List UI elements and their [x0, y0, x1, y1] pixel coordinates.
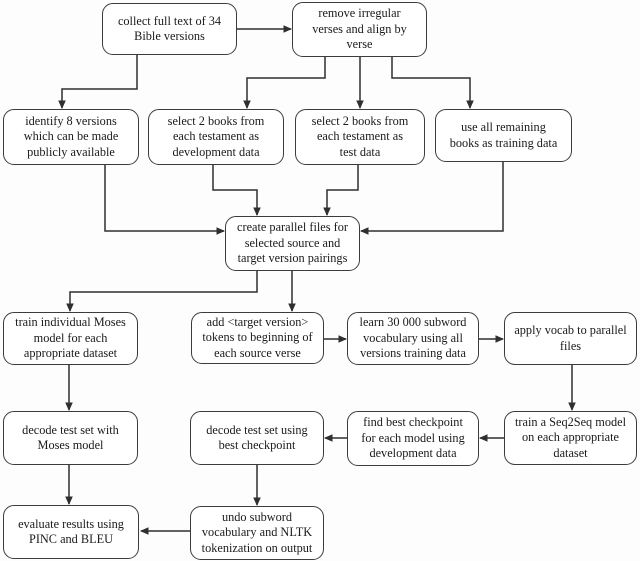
edge-decode-checkpoint-to-undo-subword: [253, 465, 261, 506]
arrowhead-down-icon: [65, 403, 73, 412]
edge-remove-to-use-remaining: [392, 57, 474, 109]
arrowhead-down-icon: [65, 497, 73, 506]
node-identify: [3, 109, 139, 165]
node-find-checkpoint-line: development data: [369, 446, 457, 461]
node-train-moses-line: train individual Moses: [15, 315, 126, 330]
edge-train-moses-to-decode-moses: [65, 365, 73, 411]
node-add-tokens-line: tokens to beginning of: [202, 330, 313, 345]
edge-identify-to-create-parallel: [105, 165, 225, 235]
edge-add-tokens-to-learn-subword: [324, 335, 347, 343]
node-learn-subword-line: vocabulary using all: [363, 330, 463, 345]
arrowhead-down-icon: [356, 101, 364, 110]
node-decode-checkpoint-line: decode test set using: [206, 422, 308, 437]
edge-create-parallel-to-add-tokens: [288, 271, 296, 312]
arrowhead-down-icon: [253, 498, 261, 507]
node-select-dev-line: development data: [172, 144, 260, 159]
arrowhead-left-icon: [140, 527, 149, 535]
node-train-moses-line: model for each: [33, 330, 108, 345]
node-create-parallel-line: selected source and: [244, 235, 341, 250]
node-add-tokens-line: add <target version>: [206, 314, 309, 329]
node-remove-line: verses and align by: [312, 21, 407, 36]
edge-collect-to-identify: [58, 55, 137, 109]
arrowhead-right-icon: [339, 335, 348, 343]
node-select-test-line: each testament as: [316, 129, 404, 144]
node-train-moses: [3, 312, 138, 365]
node-identify-line: which can be made: [23, 129, 119, 144]
edge-select-test-to-create-parallel: [323, 165, 358, 216]
node-train-moses-line: appropriate dataset: [23, 346, 118, 361]
edge-use-remaining-to-create-parallel: [360, 162, 503, 235]
arrowhead-down-icon: [58, 101, 66, 110]
node-collect: [102, 3, 237, 55]
node-identify-line: publicly available: [27, 144, 115, 159]
edge-collect-to-remove: [237, 25, 292, 33]
node-evaluate: [3, 505, 139, 559]
node-use-remaining-line: use all remaining: [461, 120, 546, 134]
arrowhead-down-icon: [323, 208, 331, 217]
node-select-test-line: test data: [339, 144, 381, 159]
edge-undo-subword-to-evaluate: [140, 527, 190, 535]
node-train-seq2seq-line: dataset: [553, 445, 588, 460]
edge-remove-to-select-dev: [243, 57, 325, 109]
arrowhead-right-icon: [496, 335, 505, 343]
edge-find-checkpoint-to-decode-checkpoint: [324, 434, 347, 442]
edge-apply-vocab-to-train-seq2seq: [568, 365, 576, 411]
node-decode-moses: [3, 411, 138, 465]
node-find-checkpoint: [347, 411, 479, 466]
node-find-checkpoint-line: for each model using: [361, 430, 465, 445]
node-train-seq2seq-line: on each appropriate: [522, 430, 619, 445]
arrowhead-down-icon: [288, 304, 296, 313]
edge-remove-to-select-test: [356, 57, 364, 109]
node-collect-line: collect full text of 34: [117, 13, 222, 28]
arrowhead-right-icon: [284, 25, 293, 33]
node-undo-subword-line: tokenization on output: [201, 540, 313, 555]
node-identify-line: identify 8 versions: [25, 113, 117, 128]
node-learn-subword-line: learn 30 000 subword: [359, 315, 467, 330]
node-select-test: [295, 109, 425, 165]
node-remove: [292, 2, 427, 57]
arrowhead-down-icon: [466, 101, 474, 110]
node-decode-moses-line: Moses model: [37, 438, 104, 452]
edge-train-seq2seq-to-find-checkpoint: [479, 434, 504, 442]
arrowhead-left-icon: [324, 434, 333, 442]
node-decode-checkpoint: [190, 411, 324, 465]
arrowhead-down-icon: [253, 208, 261, 217]
node-select-dev: [148, 109, 284, 165]
edge-learn-subword-to-apply-vocab: [479, 335, 504, 343]
node-apply-vocab-line: files: [559, 338, 582, 353]
node-undo-subword-line: vocabulary and NLTK: [201, 525, 313, 540]
node-create-parallel-line: target version pairings: [237, 251, 348, 266]
edge-select-dev-to-create-parallel: [213, 165, 261, 216]
node-decode-checkpoint-line: best checkpoint: [218, 438, 296, 452]
node-add-tokens-line: each source verse: [214, 345, 301, 360]
arrowhead-left-icon: [479, 434, 488, 442]
node-find-checkpoint-line: find best checkpoint: [363, 415, 463, 430]
edge-create-parallel-to-train-moses: [66, 271, 257, 312]
node-use-remaining-line: books as training data: [449, 135, 558, 150]
node-remove-line: verse: [346, 37, 373, 52]
node-train-seq2seq-line: train a Seq2Seq model: [515, 414, 626, 429]
arrowhead-down-icon: [568, 403, 576, 412]
arrowhead-down-icon: [243, 101, 251, 110]
node-evaluate-line: PINC and BLEU: [28, 532, 114, 546]
node-train-seq2seq: [504, 411, 637, 465]
edge-decode-moses-to-evaluate: [65, 465, 73, 505]
node-learn-subword-line: versions training data: [360, 346, 466, 361]
node-select-dev-line: each testament as: [172, 129, 260, 144]
node-select-dev-line: select 2 books from: [167, 113, 265, 128]
node-collect-line: Bible versions: [134, 29, 205, 43]
arrowhead-right-icon: [217, 227, 226, 235]
node-apply-vocab: [504, 312, 637, 365]
node-undo-subword-line: undo subword: [221, 509, 293, 524]
arrowhead-left-icon: [360, 227, 369, 235]
arrowhead-down-icon: [66, 304, 74, 313]
node-decode-moses-line: decode test set with: [22, 422, 119, 437]
node-apply-vocab-line: apply vocab to parallel: [514, 323, 627, 337]
node-undo-subword: [190, 506, 324, 560]
node-remove-line: remove irregular: [318, 6, 401, 21]
node-use-remaining: [435, 109, 572, 162]
node-learn-subword: [347, 312, 479, 365]
node-select-test-line: select 2 books from: [311, 113, 409, 128]
node-create-parallel: [225, 216, 360, 271]
node-create-parallel-line: create parallel files for: [237, 220, 348, 235]
node-add-tokens: [191, 312, 324, 364]
node-evaluate-line: evaluate results using: [18, 516, 124, 531]
